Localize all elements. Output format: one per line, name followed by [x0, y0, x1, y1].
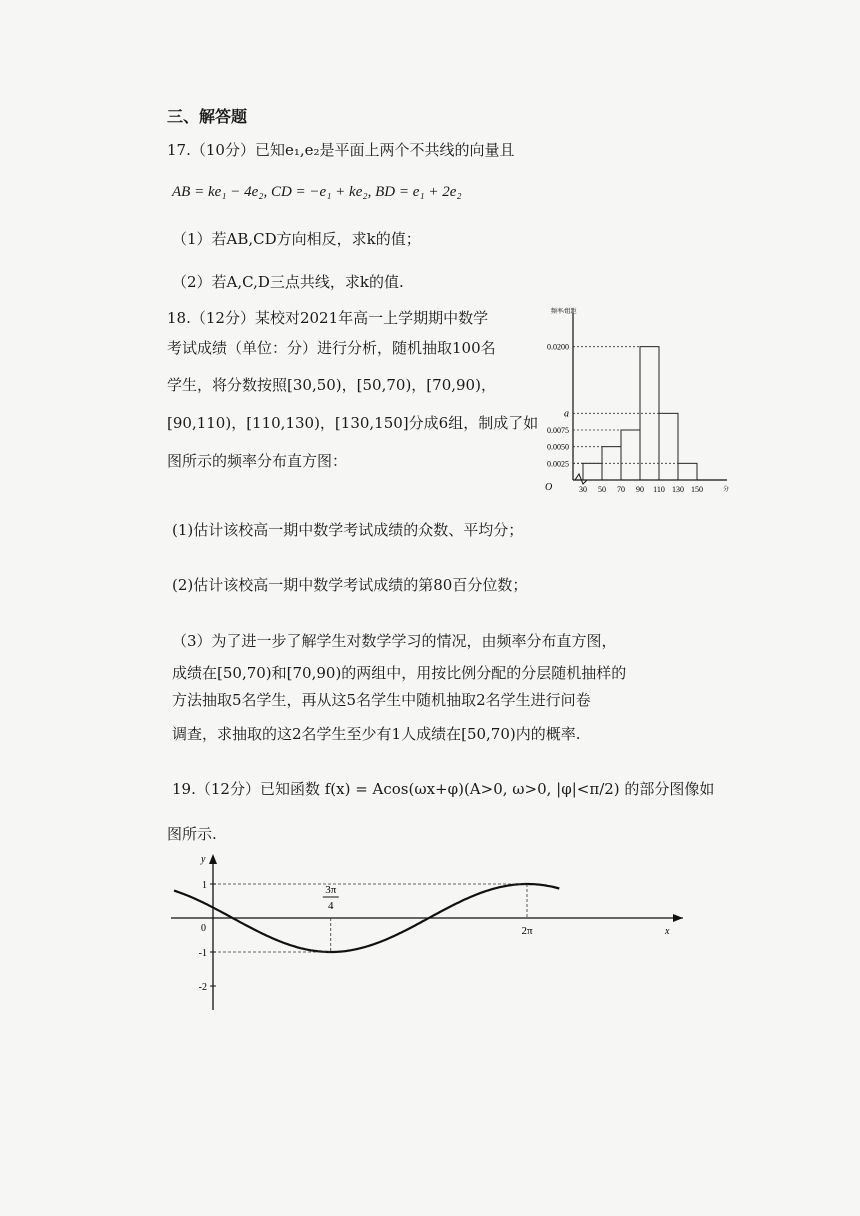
histogram-bar — [621, 430, 640, 480]
hist-x-tick-label: 30 — [579, 485, 587, 494]
q17-part-1: （1）若AB,CD方向相反，求k的值； — [172, 230, 421, 248]
hist-y-tick-label: a — [564, 408, 569, 420]
hist-x-tick-label: 90 — [636, 485, 644, 494]
histogram-bar — [678, 463, 697, 480]
hist-origin-label: O — [545, 482, 553, 493]
cos-y-tick-label: -2 — [198, 982, 207, 993]
cos-x-tick-numerator: 3π — [325, 884, 337, 896]
histogram-root — [545, 307, 729, 494]
q18-line-2: 考试成绩（单位：分）进行分析，随机抽取100名 — [167, 339, 496, 357]
hist-x-tick-label: 70 — [617, 485, 625, 494]
q18-part-2: (2)估计该校高一期中数学考试成绩的第80百分位数； — [172, 576, 528, 594]
hist-x-tick-label: 110 — [653, 485, 665, 494]
cos-y-axis-label: y — [201, 854, 206, 865]
cosine-graph — [165, 850, 700, 1015]
hist-y-tick-label: 0.0200 — [547, 342, 569, 352]
q18-part-3-line-1: （3）为了进一步了解学生对数学学习的情况，由频率分布直方图， — [172, 632, 617, 650]
cos-x-arrow — [673, 914, 683, 922]
q18-line-1: 18.（12分）某校对2021年高一上学期期中数学 — [167, 309, 489, 327]
q18-line-4: [90,110)，[110,130)，[130,150]分成6组，制成了如 — [167, 414, 539, 432]
hist-x-axis-label: 分 — [723, 487, 730, 493]
q19-line-2: 图所示. — [167, 825, 217, 843]
q17-heading: 17.（10分）已知e₁,e₂是平面上两个不共线的向量且 — [167, 141, 515, 159]
histogram-chart — [515, 305, 735, 505]
q18-part-3-line-4: 调查，求抽取的这2名学生至少有1人成绩在[50,70)内的概率. — [172, 725, 581, 743]
q18-line-3: 学生，将分数按照[30,50)，[50,70)，[70,90)， — [167, 376, 496, 394]
cos-x-tick-denominator: 4 — [327, 900, 334, 912]
hist-axis-break — [575, 474, 587, 484]
hist-y-axis-label: 频率/组距 — [551, 309, 577, 315]
hist-x-tick-label: 130 — [672, 485, 684, 494]
cos-x-axis-label: x — [665, 926, 670, 937]
hist-x-tick-label: 150 — [691, 485, 703, 494]
q19-line-1: 19.（12分）已知函数 f(x) = Acos(ωx+φ)(A>0, ω>0, |φ|<π/2) 的部分图像如 — [172, 780, 715, 798]
cos-y-tick-label: 1 — [202, 880, 207, 891]
histogram-bar — [583, 463, 602, 480]
cos-y-arrow — [209, 854, 217, 864]
q18-part-1: (1)估计该校高一期中数学考试成绩的众数、平均分； — [172, 521, 524, 539]
cos-x-tick-label: 2π — [521, 925, 533, 937]
histogram-bar — [659, 413, 678, 480]
hist-y-tick-label: 0.0075 — [547, 426, 569, 435]
hist-y-tick-label: 0.0050 — [547, 442, 569, 452]
hist-y-tick-label: 0.0025 — [547, 459, 569, 469]
cosine-root — [171, 854, 683, 1010]
q17-vector-formula: AB = ke₁ − 4e₂, CD = −e₁ + ke₂, BD = e₁ + 2e₂ — [172, 184, 462, 200]
hist-x-tick-label: 50 — [598, 485, 606, 494]
q17-part-2: （2）若A,C,D三点共线，求k的值. — [172, 273, 404, 291]
q18-part-3-line-3: 方法抽取5名学生，再从这5名学生中随机抽取2名学生进行问卷 — [172, 691, 591, 709]
q18-line-5: 图所示的频率分布直方图： — [167, 452, 348, 470]
q18-part-3-line-2: 成绩在[50,70)和[70,90)的两组中，用按比例分配的分层随机抽样的 — [172, 664, 627, 682]
cos-y-tick-label: -1 — [198, 948, 207, 959]
section-title: 三、解答题 — [167, 107, 248, 126]
cos-origin-label: 0 — [201, 923, 206, 934]
